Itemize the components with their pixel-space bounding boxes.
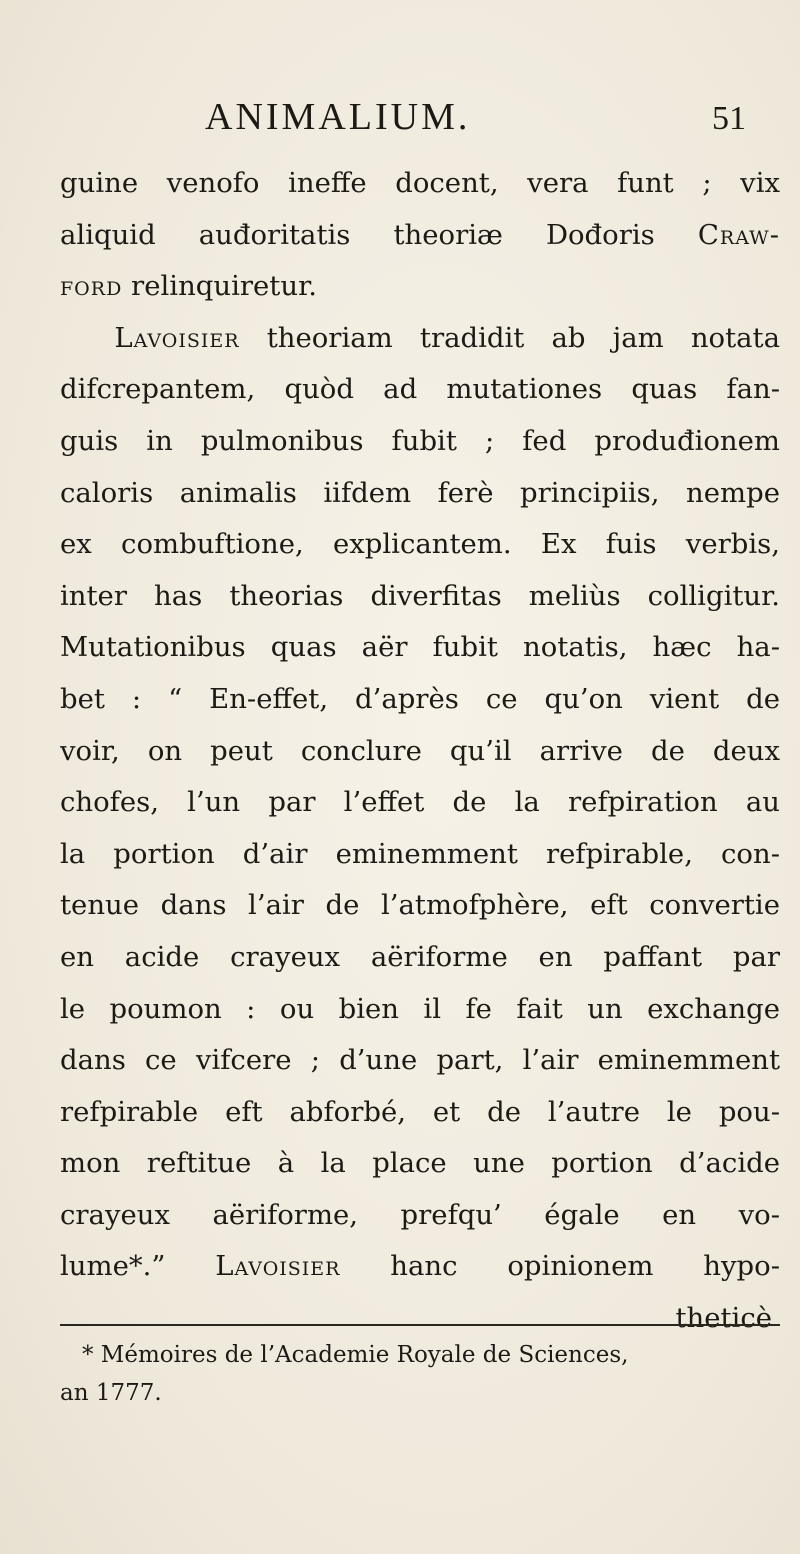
text-line: refpirable eft abforbé, et de l’autre le pou- xyxy=(60,1095,780,1128)
text-line: caloris animalis iifdem ferè principiis, nempe xyxy=(60,476,780,509)
author-name: ford xyxy=(60,270,123,303)
text-line: guis in pulmonibus fubit ; fed produđionem xyxy=(60,424,780,457)
running-head: ANIMALIUM. xyxy=(205,96,471,138)
text-line: crayeux aëriforme, prefqu’ égale en vo- xyxy=(60,1198,780,1231)
text-line: mon reftitue à la place une portion d’acide xyxy=(60,1147,780,1180)
author-name: Lavoisier xyxy=(215,1250,341,1283)
text-line: voir, on peut conclure qu’il arrive de deux xyxy=(60,734,780,767)
text-line: ex combuftione, explicantem. Ex fuis verbis, xyxy=(60,528,780,561)
text-line: difcrepantem, quòd ad mutationes quas fan- xyxy=(60,373,780,406)
page-number: 51 xyxy=(712,100,746,137)
footnote xyxy=(60,1336,780,1412)
text-line: dans ce vifcere ; d’une part, l’air eminemment xyxy=(60,1044,780,1077)
author-name: Lavoisier xyxy=(114,321,240,354)
text-line: guine venofo ineffe docent, vera funt ; vix xyxy=(60,167,780,199)
footnote-line: * Mémoires de l’Academie Royale de Sciences, xyxy=(82,1342,629,1368)
footnote-line: an 1777. xyxy=(60,1380,162,1406)
text-line: ford relinquiretur. xyxy=(60,270,317,303)
text-line: lume*.” Lavoisier hanc opinionem hypo- xyxy=(60,1250,780,1283)
text-line: la portion d’air eminemment refpirable, con- xyxy=(60,837,780,870)
author-name: Craw- xyxy=(697,218,780,251)
text-line: inter has theorias diverfitas meliùs colligitur. xyxy=(60,579,780,612)
text-line: chofes, l’un par l’effet de la refpiration au xyxy=(60,786,780,819)
text-line: en acide crayeux aëriforme en paffant par xyxy=(60,940,780,973)
body-text xyxy=(60,158,780,1345)
text-line: aliquid auđoritatis theoriæ Dođoris Craw- xyxy=(60,218,780,251)
text-line: tenue dans l’air de l’atmofphère, eft convertie xyxy=(60,889,780,922)
catchword: theticè xyxy=(675,1302,772,1335)
text-line: bet : “ En-effet, d’après ce qu’on vient de xyxy=(60,682,780,715)
footnote-rule xyxy=(60,1324,780,1326)
text-line: le poumon : ou bien il fe fait un exchange xyxy=(60,992,780,1025)
text-line: Mutationibus quas aër fubit notatis, hæc ha- xyxy=(60,631,780,664)
text-line: Lavoisier theoriam tradidit ab jam notata xyxy=(114,321,780,354)
